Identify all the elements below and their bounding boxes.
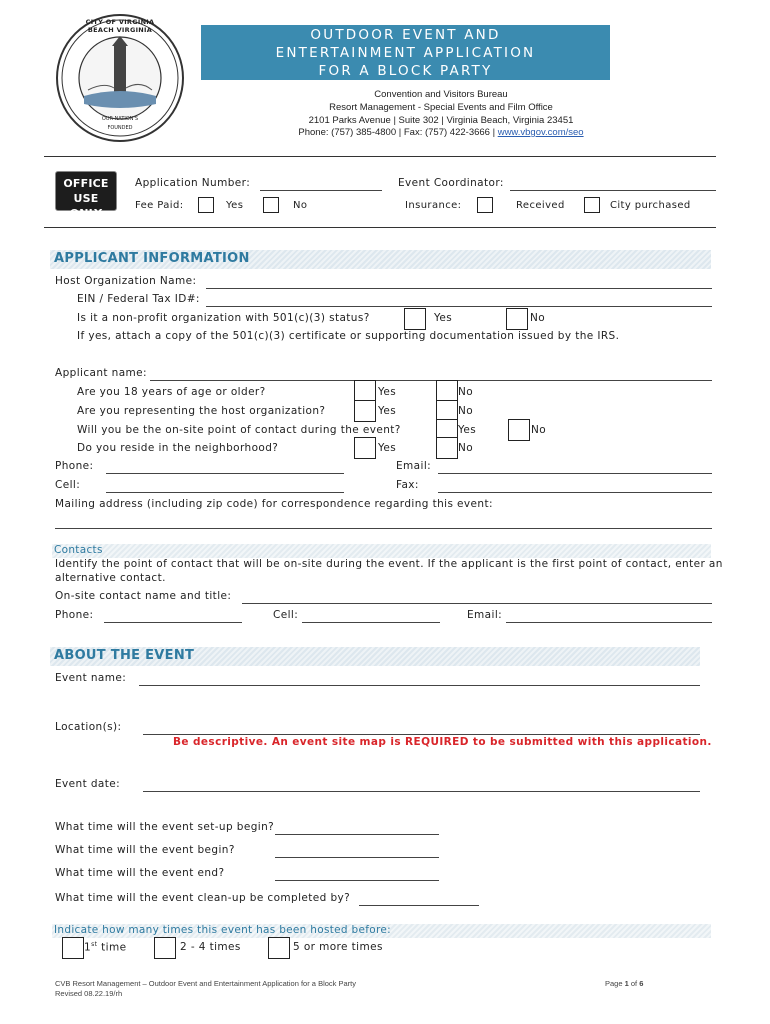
applicant-info-header [50,250,711,269]
nonprofit-no-checkbox[interactable] [506,308,528,330]
applicant-cell-label: Cell: [55,479,81,491]
event-date-field[interactable] [143,791,700,792]
onsite-no-label: No [531,424,547,436]
begin-time-label: What time will the event begin? [55,844,235,856]
reside-question: Do you reside in the neighborhood? [77,442,279,454]
phone-fax-line [201,127,681,138]
onsite-yes-label: Yes [458,424,477,436]
hosted-2-4-checkbox[interactable] [154,937,176,959]
applicant-fax-field[interactable] [438,492,712,493]
document-title [201,25,610,80]
applicant-fax-label: Fax: [396,479,419,491]
first-time-word: time [97,941,127,954]
applicant-email-field[interactable] [438,473,712,474]
page-current: 1 [624,979,629,988]
contact-email-label: Email: [467,609,503,621]
fee-paid-no-checkbox[interactable] [263,197,279,213]
nonprofit-no-label: No [530,312,546,324]
setup-time-field[interactable] [275,834,439,835]
contact-phone-field[interactable] [104,622,242,623]
seal-ring-text: CITY OF VIRGINIA BEACH VIRGINIA [85,18,155,34]
title-line-3: FOR A BLOCK PARTY [318,63,493,79]
event-name-label: Event name: [55,672,127,684]
reside-yes-checkbox[interactable] [354,437,376,459]
representing-question: Are you representing the host organization? [77,405,326,417]
applicant-name-field[interactable] [150,380,712,381]
representing-yes-checkbox[interactable] [354,400,376,422]
locations-field[interactable] [143,734,700,735]
onsite-no-checkbox[interactable] [508,419,530,441]
representing-no-label: No [458,405,474,417]
setup-time-label: What time will the event set-up begin? [55,821,275,833]
application-number-label: Application Number: [135,177,251,189]
page-prefix: Page [605,979,625,988]
office-use-box [44,156,716,228]
org-line-1: Convention and Visitors Bureau [374,89,508,100]
hosted-before-question: Indicate how many times this event has been hosted before: [54,924,391,936]
page-total: 6 [639,979,644,988]
badge-line-1: OFFICE [63,177,109,190]
insurance-received-checkbox[interactable] [477,197,493,213]
applicant-name-label: Applicant name: [55,367,147,379]
fee-paid-yes-checkbox[interactable] [198,197,214,213]
age-question: Are you 18 years of age or older? [77,386,266,398]
locations-label: Location(s): [55,721,122,733]
contacts-heading: Contacts [54,544,103,556]
badge-line-2: USE ONLY [69,192,103,220]
contacts-instruction-1: Identify the point of contact that will be on-site during the event. If the applicant is the first point of contact, enter an [55,558,723,570]
event-name-field[interactable] [139,685,700,686]
cleanup-time-field[interactable] [359,905,479,906]
reside-no-checkbox[interactable] [436,437,458,459]
nonprofit-question: Is it a non-profit organization with 501(c)(3) status? [77,312,370,324]
representing-yes-label: Yes [378,405,397,417]
descriptive-note: Be descriptive. An event site map is REQUIRED to be submitted with this application. [173,736,712,748]
age-no-checkbox[interactable] [436,380,458,402]
onsite-contact-label: On-site contact name and title: [55,590,232,602]
hosted-2-4-label: 2 - 4 times [180,941,241,953]
phone-fax-text: Phone: (757) 385-4800 | Fax: (757) 422-3666 | [298,127,498,138]
ein-label: EIN / Federal Tax ID#: [77,293,200,305]
page-of: of [628,979,640,988]
contact-cell-field[interactable] [302,622,440,623]
seal-inner-text: OUR NATION'S [101,116,139,122]
reside-yes-label: Yes [378,442,397,454]
onsite-question: Will you be the on-site point of contact during the event? [77,424,401,436]
city-seal [54,12,186,144]
nonprofit-yes-label: Yes [434,312,453,324]
insurance-city-purchased-checkbox[interactable] [584,197,600,213]
host-org-field[interactable] [206,288,712,289]
hosted-before-header [52,924,711,938]
insurance-received-label: Received [516,200,565,211]
age-yes-checkbox[interactable] [354,380,376,402]
event-coordinator-label: Event Coordinator: [398,177,504,189]
reside-no-label: No [458,442,474,454]
footer-page-number [605,979,643,988]
footer-doc-title: CVB Resort Management – Outdoor Event and Entertainment Application for a Block Party [55,979,356,988]
cleanup-time-label: What time will the event clean-up be completed by? [55,892,351,904]
hosted-first-time-label [84,941,126,954]
end-time-field[interactable] [275,880,439,881]
office-use-badge [55,171,117,220]
contact-email-field[interactable] [506,622,712,623]
org-line-3: 2101 Parks Avenue | Suite 302 | Virginia Beach, Virginia 23451 [308,115,574,126]
about-event-header [50,647,700,666]
contacts-instruction-2: alternative contact. [55,572,166,584]
age-yes-label: Yes [378,386,397,398]
fee-paid-yes-label: Yes [226,200,244,211]
website-link[interactable]: www.vbgov.com/seo [497,127,584,138]
footer-revised: Revised 08.22.19/rh [55,989,123,998]
title-line-2: ENTERTAINMENT APPLICATION [275,45,536,61]
applicant-phone-label: Phone: [55,460,94,472]
application-number-field[interactable] [260,190,382,191]
hosted-5-more-label: 5 or more times [293,941,383,953]
begin-time-field[interactable] [275,857,439,858]
contacts-header [52,544,711,558]
applicant-phone-field[interactable] [106,473,344,474]
first-suffix: st [91,941,98,948]
contact-phone-label: Phone: [55,609,94,621]
mailing-address-label: Mailing address (including zip code) for correspondence regarding this event: [55,498,493,510]
fee-paid-label: Fee Paid: [135,200,184,211]
age-no-label: No [458,386,474,398]
about-event-heading: ABOUT THE EVENT [54,648,195,663]
hosted-5-more-checkbox[interactable] [268,937,290,959]
onsite-contact-field[interactable] [242,603,712,604]
seal-bottom-text: FOUNDED [107,125,133,131]
insurance-label: Insurance: [405,200,462,211]
event-coordinator-field[interactable] [510,190,716,191]
host-org-label: Host Organization Name: [55,275,197,287]
title-line-1: OUTDOOR EVENT AND [310,27,501,43]
applicant-info-heading: APPLICANT INFORMATION [54,251,250,266]
event-date-label: Event date: [55,778,121,790]
end-time-label: What time will the event end? [55,867,225,879]
nonprofit-yes-checkbox[interactable] [404,308,426,330]
hosted-first-time-checkbox[interactable] [62,937,84,959]
first-number: 1 [84,941,92,954]
mailing-address-field[interactable] [55,528,712,529]
fee-paid-no-label: No [293,200,308,211]
nonprofit-note: If yes, attach a copy of the 501(c)(3) certificate or supporting documentation issued by the IRS. [77,330,620,342]
insurance-city-purchased-label: City purchased [610,200,691,211]
org-line-2: Resort Management - Special Events and Film Office [329,102,553,113]
applicant-cell-field[interactable] [106,492,344,493]
contact-cell-label: Cell: [273,609,299,621]
ein-field[interactable] [206,306,712,307]
applicant-email-label: Email: [396,460,432,472]
